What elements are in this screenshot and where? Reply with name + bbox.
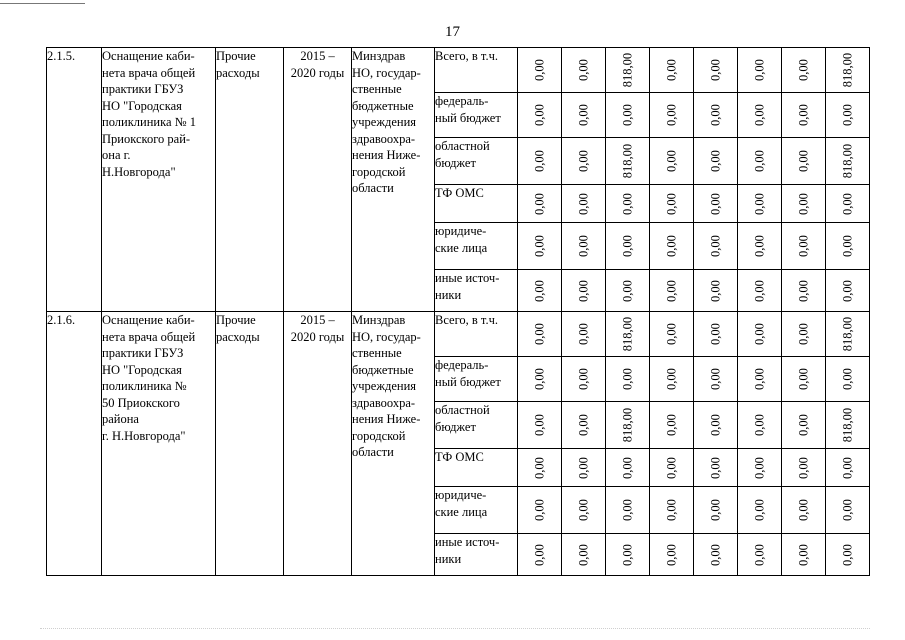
expense-type-line: Прочие xyxy=(216,313,256,327)
item-name-line: нета врача общей xyxy=(102,329,196,344)
funding-source-line: юридиче- xyxy=(435,488,487,502)
value-cell xyxy=(738,312,782,357)
executor-line: Минздрав xyxy=(352,49,406,63)
item-name-line: Н.Новгорода" xyxy=(102,164,176,179)
value-text: 0,00 xyxy=(664,279,678,302)
funding-source-line: ники xyxy=(435,287,462,302)
period-line: 2015 – xyxy=(300,313,335,327)
value-text: 0,00 xyxy=(532,59,546,81)
value-cell xyxy=(694,534,738,576)
value-cell xyxy=(518,223,562,270)
value-text: 0,00 xyxy=(664,235,678,257)
item-name-line: практики ГБУЗ xyxy=(102,346,184,360)
value-text: 0,00 xyxy=(840,235,854,257)
item-name-line: г. Н.Новгорода" xyxy=(102,428,186,443)
value-cell xyxy=(650,138,694,185)
value-text: 0,00 xyxy=(532,235,546,257)
value-text: 0,00 xyxy=(752,368,766,390)
funding-source-line: ники xyxy=(435,551,462,566)
value-cell xyxy=(782,185,826,223)
value-cell xyxy=(826,93,870,138)
value-text: 0,00 xyxy=(576,192,590,215)
value-text: 0,00 xyxy=(664,150,678,172)
value-cell xyxy=(650,312,694,357)
executor-line: нения Ниже- xyxy=(352,412,421,426)
funding-source-line: ТФ ОМС xyxy=(435,186,484,200)
page-number: 17 xyxy=(445,24,460,40)
value-cell xyxy=(782,223,826,270)
value-cell xyxy=(606,185,650,223)
funding-source-line: ный бюджет xyxy=(435,374,501,389)
value-cell xyxy=(562,93,606,138)
value-text: 0,00 xyxy=(620,368,634,390)
funding-source xyxy=(435,93,518,138)
value-cell xyxy=(694,270,738,312)
value-text: 0,00 xyxy=(532,456,546,479)
value-cell xyxy=(826,270,870,312)
value-cell xyxy=(738,93,782,138)
value-text: 0,00 xyxy=(796,368,810,390)
value-text: 0,00 xyxy=(532,279,546,302)
value-text: 0,00 xyxy=(576,499,590,521)
value-text: 0,00 xyxy=(796,235,810,257)
value-cell xyxy=(562,48,606,93)
value-cell xyxy=(650,93,694,138)
value-cell xyxy=(606,534,650,576)
value-cell xyxy=(606,223,650,270)
value-text: 0,00 xyxy=(708,104,722,126)
value-text: 0,00 xyxy=(752,59,766,81)
value-text: 0,00 xyxy=(796,499,810,521)
budget-table xyxy=(46,47,870,576)
period-line: 2015 – xyxy=(300,49,335,63)
top-edge-line xyxy=(0,3,85,4)
value-text: 0,00 xyxy=(708,235,722,257)
executor xyxy=(352,48,435,312)
value-text: 818,00 xyxy=(840,316,854,352)
item-name-line: 50 Приокского xyxy=(102,395,180,410)
value-text: 0,00 xyxy=(708,414,722,436)
value-cell xyxy=(518,357,562,402)
funding-source xyxy=(435,270,518,312)
value-cell xyxy=(606,357,650,402)
value-cell xyxy=(518,48,562,93)
value-text: 0,00 xyxy=(576,279,590,302)
value-text: 0,00 xyxy=(796,104,810,126)
value-cell xyxy=(782,138,826,185)
value-cell xyxy=(562,487,606,534)
value-cell xyxy=(650,48,694,93)
value-text: 0,00 xyxy=(664,499,678,521)
value-cell xyxy=(518,487,562,534)
value-text: 0,00 xyxy=(752,235,766,257)
value-text: 0,00 xyxy=(840,104,854,126)
funding-source xyxy=(435,48,518,93)
value-text: 0,00 xyxy=(664,192,678,215)
value-cell xyxy=(562,270,606,312)
funding-source xyxy=(435,402,518,449)
value-text: 818,00 xyxy=(620,52,634,88)
value-text: 0,00 xyxy=(840,456,854,479)
value-text: 0,00 xyxy=(664,323,678,345)
value-cell xyxy=(738,48,782,93)
value-text: 0,00 xyxy=(752,279,766,302)
value-cell xyxy=(606,449,650,487)
executor-line: бюджетные xyxy=(352,98,414,113)
value-cell xyxy=(826,449,870,487)
value-cell xyxy=(738,449,782,487)
funding-source-line: иные источ- xyxy=(435,535,500,549)
value-text: 0,00 xyxy=(796,279,810,302)
value-cell xyxy=(826,534,870,576)
value-text: 0,00 xyxy=(752,414,766,436)
expense-type-line: Прочие xyxy=(216,49,256,63)
executor-line: НО, государ- xyxy=(352,65,421,80)
value-text: 0,00 xyxy=(576,235,590,257)
value-cell xyxy=(694,185,738,223)
period xyxy=(284,48,352,312)
item-name-line: она г. xyxy=(102,148,131,162)
funding-source-line: областной xyxy=(435,139,490,153)
value-text: 0,00 xyxy=(796,414,810,436)
value-cell xyxy=(782,449,826,487)
value-text: 0,00 xyxy=(532,104,546,126)
value-text: 0,00 xyxy=(752,456,766,479)
value-cell xyxy=(782,48,826,93)
value-text: 0,00 xyxy=(532,368,546,390)
value-cell xyxy=(782,312,826,357)
funding-source-line: ный бюджет xyxy=(435,110,501,125)
funding-source-line: областной xyxy=(435,403,490,417)
value-cell xyxy=(694,487,738,534)
item-name xyxy=(102,48,216,312)
value-text: 0,00 xyxy=(620,543,634,566)
expense-type-line: расходы xyxy=(216,329,260,344)
value-text: 818,00 xyxy=(840,52,854,88)
expense-type-line: расходы xyxy=(216,65,260,80)
value-cell xyxy=(782,534,826,576)
value-text: 0,00 xyxy=(664,368,678,390)
executor-line: бюджетные xyxy=(352,362,414,377)
value-cell xyxy=(650,534,694,576)
table-row xyxy=(47,312,870,357)
item-number: 2.1.5. xyxy=(47,48,102,312)
executor-line: ственные xyxy=(352,82,402,96)
value-text: 0,00 xyxy=(576,323,590,345)
value-text: 0,00 xyxy=(620,499,634,521)
value-cell xyxy=(650,402,694,449)
value-text: 0,00 xyxy=(708,456,722,479)
value-cell xyxy=(694,138,738,185)
value-cell xyxy=(606,48,650,93)
value-cell xyxy=(518,534,562,576)
value-text: 0,00 xyxy=(708,150,722,172)
value-cell xyxy=(782,402,826,449)
value-cell xyxy=(518,312,562,357)
item-name-line: поликлиника № 1 xyxy=(102,115,196,129)
value-text: 0,00 xyxy=(576,368,590,390)
value-text: 0,00 xyxy=(708,323,722,345)
value-cell xyxy=(826,402,870,449)
funding-source xyxy=(435,534,518,576)
value-cell xyxy=(738,534,782,576)
value-cell xyxy=(826,185,870,223)
value-cell xyxy=(650,357,694,402)
value-cell xyxy=(650,223,694,270)
executor-line: учреждения xyxy=(352,379,417,393)
value-cell xyxy=(826,357,870,402)
value-cell xyxy=(826,138,870,185)
funding-source xyxy=(435,312,518,357)
value-cell xyxy=(562,312,606,357)
value-cell xyxy=(606,93,650,138)
executor-line: ственные xyxy=(352,346,402,360)
value-text: 0,00 xyxy=(840,543,854,566)
value-text: 0,00 xyxy=(840,279,854,302)
period-line: 2020 годы xyxy=(290,329,345,344)
table-row xyxy=(47,48,870,93)
value-text: 0,00 xyxy=(664,456,678,479)
value-text: 818,00 xyxy=(840,143,854,179)
item-name-line: поликлиника № xyxy=(102,379,187,393)
value-cell xyxy=(518,402,562,449)
value-text: 0,00 xyxy=(708,543,722,566)
value-text: 0,00 xyxy=(796,543,810,566)
value-text: 0,00 xyxy=(796,59,810,81)
value-text: 0,00 xyxy=(708,368,722,390)
item-name-line: района xyxy=(102,412,139,426)
value-cell xyxy=(782,487,826,534)
value-cell xyxy=(738,185,782,223)
funding-source-line: ТФ ОМС xyxy=(435,450,484,464)
value-text: 0,00 xyxy=(752,192,766,215)
value-text: 818,00 xyxy=(620,143,634,179)
executor-line: учреждения xyxy=(352,115,417,129)
value-text: 0,00 xyxy=(576,414,590,436)
value-text: 0,00 xyxy=(840,368,854,390)
value-text: 818,00 xyxy=(620,407,634,443)
value-cell xyxy=(606,402,650,449)
value-text: 0,00 xyxy=(796,192,810,215)
value-text: 0,00 xyxy=(620,279,634,302)
value-text: 0,00 xyxy=(796,150,810,172)
funding-source xyxy=(435,185,518,223)
executor-line: городской xyxy=(352,428,406,443)
value-cell xyxy=(518,270,562,312)
value-cell xyxy=(650,449,694,487)
value-text: 0,00 xyxy=(752,543,766,566)
value-text: 0,00 xyxy=(796,456,810,479)
value-text: 0,00 xyxy=(532,150,546,172)
funding-source xyxy=(435,223,518,270)
funding-source xyxy=(435,138,518,185)
value-text: 0,00 xyxy=(708,192,722,215)
value-cell xyxy=(738,487,782,534)
value-cell xyxy=(694,357,738,402)
value-text: 818,00 xyxy=(840,407,854,443)
value-cell xyxy=(694,312,738,357)
value-cell xyxy=(738,357,782,402)
value-cell xyxy=(562,534,606,576)
value-cell xyxy=(826,487,870,534)
value-text: 0,00 xyxy=(752,323,766,345)
value-text: 0,00 xyxy=(532,323,546,345)
value-text: 0,00 xyxy=(708,59,722,81)
funding-source-line: федераль- xyxy=(435,358,489,372)
value-text: 0,00 xyxy=(620,456,634,479)
item-name-line: нета врача общей xyxy=(102,65,196,80)
expense-type xyxy=(216,48,284,312)
value-cell xyxy=(782,93,826,138)
executor-line: здравоохра- xyxy=(352,131,416,146)
executor-line: НО, государ- xyxy=(352,329,421,344)
value-cell xyxy=(826,48,870,93)
value-text: 0,00 xyxy=(840,192,854,215)
item-name-line: Оснащение каби- xyxy=(102,313,195,327)
funding-source xyxy=(435,487,518,534)
funding-source-line: ские лица xyxy=(435,240,488,255)
value-text: 0,00 xyxy=(576,456,590,479)
value-text: 0,00 xyxy=(576,104,590,126)
funding-source-line: Всего, в т.ч. xyxy=(435,49,498,63)
expense-type xyxy=(216,312,284,576)
value-text: 0,00 xyxy=(576,543,590,566)
value-cell xyxy=(606,138,650,185)
value-text: 0,00 xyxy=(532,499,546,521)
value-cell xyxy=(606,487,650,534)
value-text: 0,00 xyxy=(664,59,678,81)
value-text: 0,00 xyxy=(664,414,678,436)
value-cell xyxy=(562,449,606,487)
value-cell xyxy=(518,185,562,223)
funding-source-line: Всего, в т.ч. xyxy=(435,313,498,327)
value-cell xyxy=(826,223,870,270)
value-text: 0,00 xyxy=(752,499,766,521)
period-line: 2020 годы xyxy=(290,65,345,80)
value-cell xyxy=(694,449,738,487)
item-name-line: Оснащение каби- xyxy=(102,49,195,63)
funding-source-line: бюджет xyxy=(435,419,476,434)
value-text: 0,00 xyxy=(620,235,634,257)
value-text: 0,00 xyxy=(532,414,546,436)
value-text: 0,00 xyxy=(840,499,854,521)
value-cell xyxy=(606,270,650,312)
value-cell xyxy=(562,402,606,449)
value-text: 0,00 xyxy=(708,279,722,302)
value-cell xyxy=(782,357,826,402)
item-name-line: НО "Городская xyxy=(102,98,182,113)
funding-source xyxy=(435,357,518,402)
value-text: 0,00 xyxy=(576,150,590,172)
value-cell xyxy=(694,402,738,449)
value-cell xyxy=(562,185,606,223)
funding-source-line: юридиче- xyxy=(435,224,487,238)
value-text: 0,00 xyxy=(620,192,634,215)
value-cell xyxy=(738,223,782,270)
item-name-line: Приокского рай- xyxy=(102,131,191,146)
value-cell xyxy=(694,48,738,93)
executor xyxy=(352,312,435,576)
value-cell xyxy=(562,357,606,402)
funding-source-line: иные источ- xyxy=(435,271,500,285)
table-body xyxy=(47,48,870,576)
value-cell xyxy=(606,312,650,357)
scan-noise-line xyxy=(40,628,870,630)
value-text: 0,00 xyxy=(708,499,722,521)
value-cell xyxy=(518,93,562,138)
value-cell xyxy=(826,312,870,357)
funding-source-line: ские лица xyxy=(435,504,488,519)
value-cell xyxy=(562,138,606,185)
period xyxy=(284,312,352,576)
executor-line: здравоохра- xyxy=(352,395,416,410)
value-cell xyxy=(650,185,694,223)
value-text: 0,00 xyxy=(532,192,546,215)
value-cell xyxy=(694,223,738,270)
executor-line: Минздрав xyxy=(352,313,406,327)
funding-source-line: федераль- xyxy=(435,94,489,108)
value-cell xyxy=(518,449,562,487)
value-cell xyxy=(738,402,782,449)
value-cell xyxy=(738,270,782,312)
value-text: 0,00 xyxy=(664,104,678,126)
value-cell xyxy=(650,270,694,312)
item-name-line: практики ГБУЗ xyxy=(102,82,184,96)
executor-line: нения Ниже- xyxy=(352,148,421,162)
value-text: 818,00 xyxy=(620,316,634,352)
value-cell xyxy=(782,270,826,312)
value-cell xyxy=(650,487,694,534)
value-text: 0,00 xyxy=(752,104,766,126)
value-text: 0,00 xyxy=(620,104,634,126)
executor-line: области xyxy=(352,181,394,195)
value-cell xyxy=(518,138,562,185)
funding-source xyxy=(435,449,518,487)
item-name-line: НО "Городская xyxy=(102,362,182,377)
executor-line: городской xyxy=(352,164,406,179)
value-text: 0,00 xyxy=(752,150,766,172)
item-number: 2.1.6. xyxy=(47,312,102,576)
value-text: 0,00 xyxy=(664,543,678,566)
value-cell xyxy=(694,93,738,138)
value-cell xyxy=(738,138,782,185)
executor-line: области xyxy=(352,445,394,459)
value-text: 0,00 xyxy=(796,323,810,345)
value-text: 0,00 xyxy=(532,543,546,566)
value-cell xyxy=(562,223,606,270)
funding-source-line: бюджет xyxy=(435,155,476,170)
item-name xyxy=(102,312,216,576)
value-text: 0,00 xyxy=(576,59,590,81)
